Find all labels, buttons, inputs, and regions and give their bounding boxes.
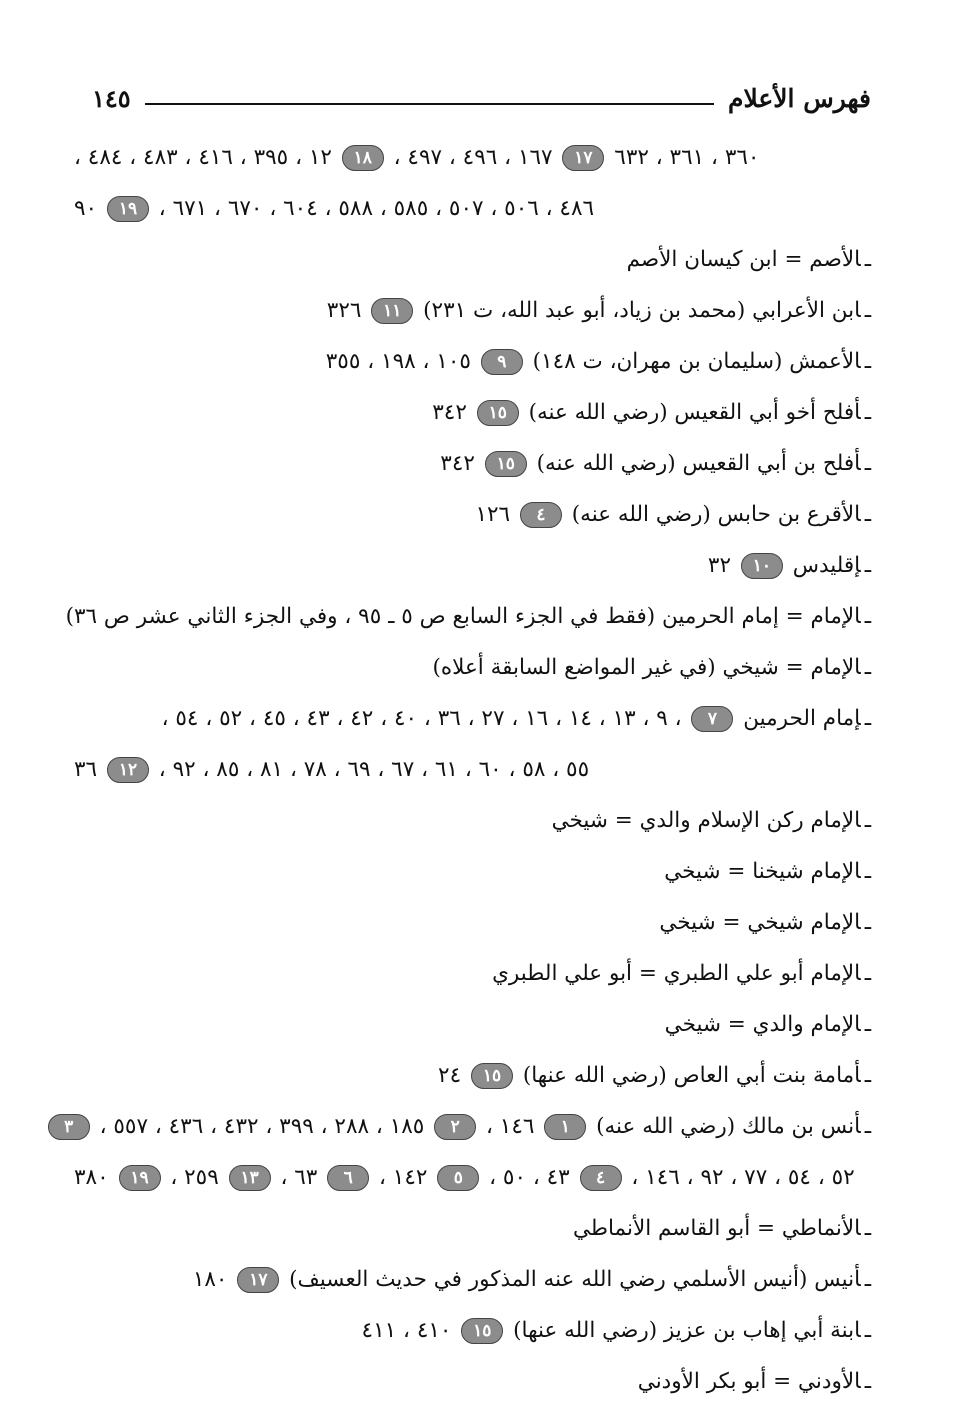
index-entry <box>74 540 871 591</box>
entry-dash: ـ <box>864 1216 871 1241</box>
entry-dash: ـ <box>864 1063 871 1088</box>
entry-text: ٣٢ <box>707 553 738 578</box>
index-entry <box>74 693 871 744</box>
index-entry <box>74 1050 871 1101</box>
index-entries <box>64 132 871 1407</box>
entry-text: الأنماطي = أبو القاسم الأنماطي <box>572 1216 861 1241</box>
volume-badge: ١٠ <box>741 553 783 579</box>
entry-dash: ـ <box>864 808 871 833</box>
entry-text: ١٠٥ ، ١٩٨ ، ٣٥٥ <box>325 349 478 374</box>
entry-text: ٩٠ <box>74 196 104 221</box>
entry-dash: ـ <box>864 961 871 986</box>
index-entry <box>74 1203 871 1254</box>
index-entry <box>74 897 871 948</box>
entry-text: ٣٤٢ <box>440 451 482 476</box>
entry-text: ابنة أبي إهاب بن عزيز (رضي الله عنها) <box>506 1318 861 1343</box>
index-continuation-line <box>74 744 871 795</box>
entry-dash: ـ <box>864 910 871 935</box>
index-entry <box>65 591 871 642</box>
entry-dash: ـ <box>864 604 871 629</box>
volume-badge: ١٧ <box>562 145 604 171</box>
entry-dash: ـ <box>864 451 871 476</box>
volume-badge: ١١ <box>371 298 413 324</box>
volume-badge: ٤ <box>580 1165 622 1191</box>
entry-dash: ـ <box>864 1012 871 1037</box>
volume-badge: ٢ <box>434 1114 476 1140</box>
entry-text: ٣٦ <box>74 757 104 782</box>
entry-text: ٤٨٦ ، ٥٠٦ ، ٥٠٧ ، ٥٨٥ ، ٥٨٨ ، ٦٠٤ ، ٦٧٠ ، ٦٧١ ، <box>151 196 595 221</box>
entry-text: الأقرع بن حابس (رضي الله عنه) <box>564 502 861 527</box>
entry-text: ٦٣ ، <box>273 1165 325 1190</box>
entry-text: ١٢٦ <box>475 502 517 527</box>
volume-badge: ٥ <box>437 1165 479 1191</box>
index-entry <box>74 1254 871 1305</box>
entry-text: ٤١٠ ، ٤١١ <box>361 1318 459 1343</box>
volume-badge: ١٧ <box>237 1267 279 1293</box>
volume-badge: ١٩ <box>119 1165 161 1191</box>
volume-badge: ١٩ <box>107 196 149 222</box>
index-entry <box>74 948 871 999</box>
index-continuation-line <box>74 1152 871 1203</box>
volume-badge: ٤ <box>520 502 562 528</box>
index-continuation-line <box>74 183 871 234</box>
entry-dash: ـ <box>864 1267 871 1292</box>
index-entry <box>74 438 871 489</box>
index-entry <box>74 234 871 285</box>
entry-dash: ـ <box>864 1369 871 1394</box>
entry-text: أفلح أخو أبي القعيس (رضي الله عنه) <box>521 400 861 425</box>
volume-badge: ١٥ <box>485 451 527 477</box>
entry-text: ١٢ ، ٣٩٥ ، ٤١٦ ، ٤٨٣ ، ٤٨٤ ، <box>74 145 339 170</box>
volume-badge: ١٢ <box>107 757 149 783</box>
entry-text: ٤٣ ، ٥٠ ، <box>482 1165 577 1190</box>
page-number: ١٤٥ <box>92 83 131 113</box>
header-title: فهرس الأعلام <box>727 83 871 113</box>
entry-text: ١٦٧ ، ٤٩٦ ، ٤٩٧ ، <box>386 145 560 170</box>
volume-badge: ١٣ <box>229 1165 271 1191</box>
volume-badge: ١ <box>544 1114 586 1140</box>
index-entry <box>74 285 871 336</box>
entry-text: أفلح بن أبي القعيس (رضي الله عنه) <box>529 451 861 476</box>
entry-text: ٣٦٠ ، ٣٦١ ، ٦٣٢ <box>607 145 760 170</box>
volume-badge: ١٥ <box>477 400 519 426</box>
entry-text: أنيس (أنيس الأسلمي رضي الله عنه المذكور في حديث العسيف) <box>282 1267 861 1292</box>
entry-dash: ـ <box>864 859 871 884</box>
entry-text: ٣٢٦ <box>326 298 369 323</box>
entry-text: الأعمش (سليمان بن مهران، ت ١٤٨) <box>525 349 861 374</box>
index-entry <box>74 336 871 387</box>
entry-dash: ـ <box>864 706 871 731</box>
volume-badge: ٩ <box>481 349 523 375</box>
page-header <box>92 78 871 118</box>
entry-text: ، ٩ ، ١٣ ، ١٤ ، ١٦ ، ٢٧ ، ٣٦ ، ٤٠ ، ٤٢ ، ٤٣ ، ٤٥ ، ٥٢ ، ٥٤ ، <box>161 706 689 731</box>
entry-text: إقليدس <box>785 553 861 578</box>
entry-text: ١٨٠ <box>192 1267 235 1292</box>
entry-text: الإمام والدي = شيخي <box>664 1012 861 1037</box>
index-entry <box>74 999 871 1050</box>
index-continuation-line <box>74 132 871 183</box>
entry-dash: ـ <box>864 655 871 680</box>
entry-text: الأودني = أبو بكر الأودني <box>637 1369 861 1394</box>
entry-text: ٢٥٩ ، <box>163 1165 226 1190</box>
entry-dash: ـ <box>864 400 871 425</box>
entry-text: ٢٤ <box>438 1063 468 1088</box>
entry-dash: ـ <box>864 298 871 323</box>
entry-text: إمام الحرمين <box>736 706 861 731</box>
entry-text: الإمام شيخنا = شيخي <box>664 859 861 884</box>
entry-text: الإمام = إمام الحرمين (فقط في الجزء السابع ص ٥ ـ ٩٥ ، وفي الجزء الثاني عشر ص ٣٦) <box>65 604 861 629</box>
index-entry <box>74 1356 871 1407</box>
volume-badge: ٣ <box>48 1114 90 1140</box>
entry-dash: ـ <box>864 1318 871 1343</box>
entry-text: الأصم = ابن كيسان الأصم <box>626 247 861 272</box>
volume-badge: ١٥ <box>461 1318 503 1344</box>
entry-text: ٣٤٢ <box>432 400 474 425</box>
entry-text: ابن الأعرابي (محمد بن زياد، أبو عبد الله، ت ٢٣١) <box>416 298 861 323</box>
entry-text: الإمام = شيخي (في غير المواضع السابقة أعلاه) <box>432 655 861 680</box>
index-entry <box>74 387 871 438</box>
index-entry <box>64 1101 871 1152</box>
entry-dash: ـ <box>864 349 871 374</box>
index-entry <box>74 642 871 693</box>
volume-badge: ١٨ <box>342 145 384 171</box>
header-rule <box>145 103 714 105</box>
volume-badge: ٦ <box>327 1165 369 1191</box>
index-entry <box>74 489 871 540</box>
entry-dash: ـ <box>864 553 871 578</box>
entry-text: ١٤٢ ، <box>372 1165 435 1190</box>
entry-text: ٥٥ ، ٥٨ ، ٦٠ ، ٦١ ، ٦٧ ، ٦٩ ، ٧٨ ، ٨١ ، ٨٥ ، ٩٢ ، <box>151 757 590 782</box>
volume-badge: ١٥ <box>471 1063 513 1089</box>
entry-dash: ـ <box>864 1114 871 1139</box>
entry-text: أنس بن مالك (رضي الله عنه) <box>589 1114 861 1139</box>
index-entry <box>74 846 871 897</box>
entry-text: أمامة بنت أبي العاص (رضي الله عنها) <box>516 1063 861 1088</box>
entry-text: الإمام ركن الإسلام والدي = شيخي <box>551 808 861 833</box>
entry-text: الإمام أبو علي الطبري = أبو علي الطبري <box>492 961 861 986</box>
entry-text: ١٤٦ ، <box>479 1114 542 1139</box>
entry-text: ٥٢ ، ٥٤ ، ٧٧ ، ٩٢ ، ١٤٦ ، <box>624 1165 855 1190</box>
entry-dash: ـ <box>864 502 871 527</box>
entry-text: ٣٨٠ <box>74 1165 116 1190</box>
entry-text: ١٨٥ ، ٢٨٨ ، ٣٩٩ ، ٤٣٢ ، ٤٣٦ ، ٥٥٧ ، <box>92 1114 432 1139</box>
volume-badge: ٧ <box>691 706 733 732</box>
entry-text: الإمام شيخي = شيخي <box>659 910 861 935</box>
entry-dash: ـ <box>864 247 871 272</box>
index-entry <box>74 1305 871 1356</box>
index-entry <box>74 795 871 846</box>
